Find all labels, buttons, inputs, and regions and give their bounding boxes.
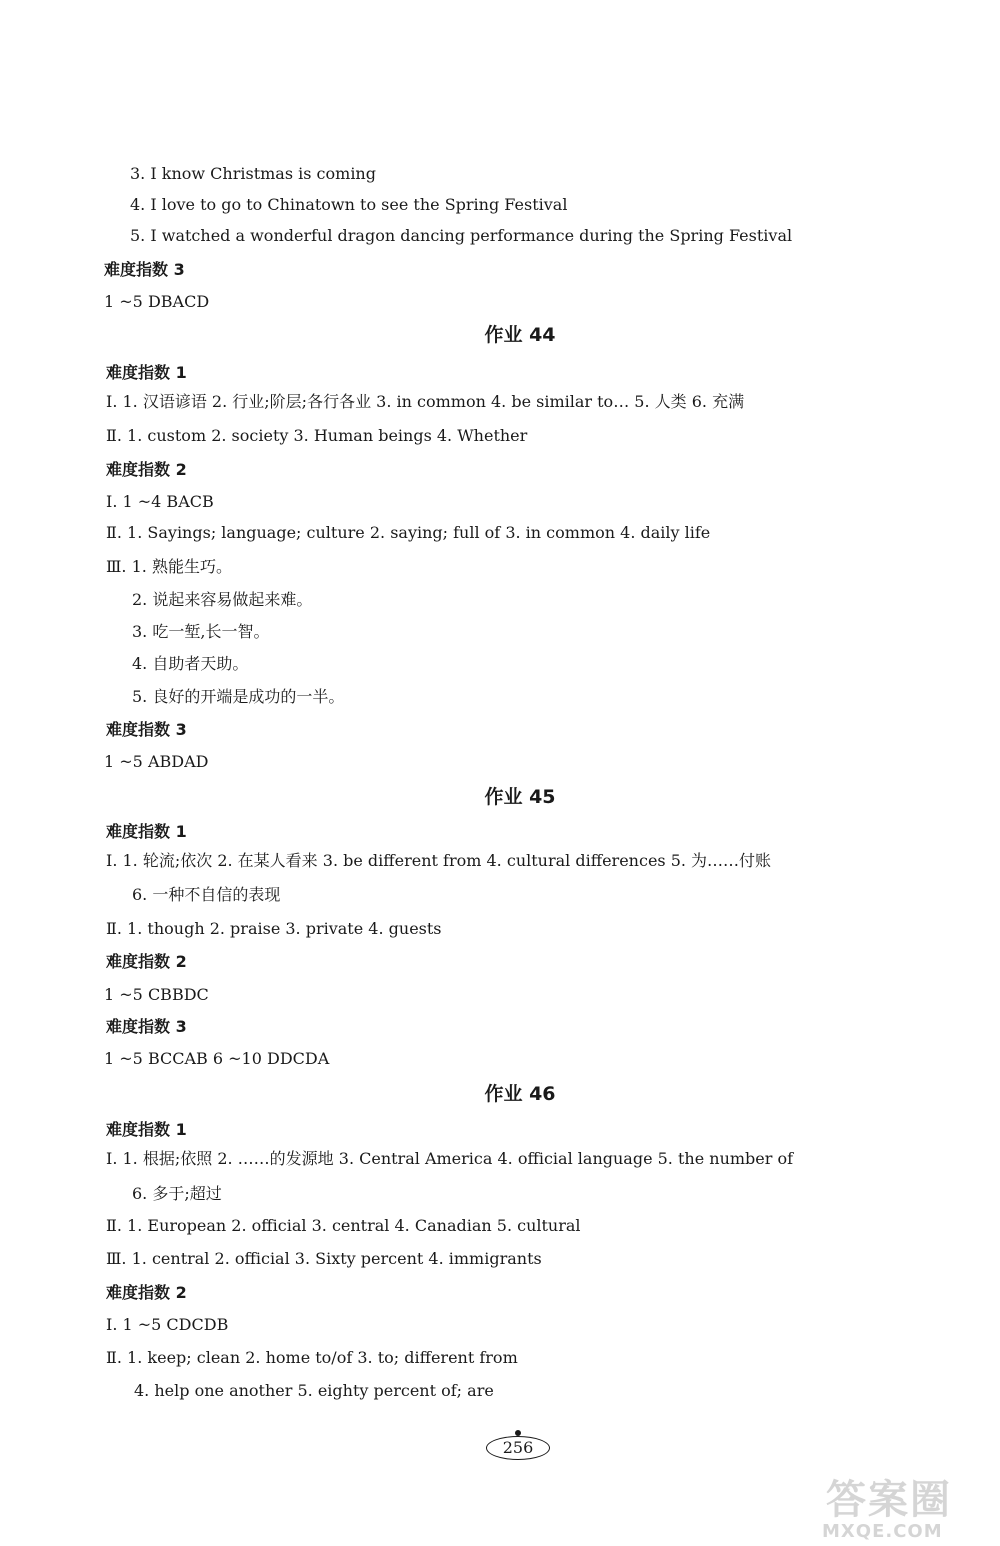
difficulty-heading: 难度指数 1: [106, 363, 187, 382]
answer-line: 5. I watched a wonderful dragon dancing performance during the Spring Festival: [130, 226, 793, 245]
answer-line: Ⅲ. 1. central 2. official 3. Sixty percent 4. immigrants: [106, 1249, 542, 1268]
watermark-site: MXQE.COM: [822, 1521, 943, 1542]
answer-line: 4. I love to go to Chinatown to see the Spring Festival: [130, 195, 568, 214]
section-title-44: 作业 44: [484, 324, 556, 346]
answer-line: Ⅰ. 1 ~4 BACB: [106, 492, 214, 511]
answer-line: 3. I know Christmas is coming: [130, 164, 376, 183]
answer-line: Ⅰ. 1. 汉语谚语 2. 行业;阶层;各行各业 3. in common 4. be similar to… 5. 人类 6. 充满: [106, 392, 745, 411]
answer-line: 4. help one another 5. eighty percent of; are: [134, 1381, 494, 1400]
answer-line: 2. 说起来容易做起来难。: [132, 590, 313, 609]
section-title-45: 作业 45: [484, 786, 556, 808]
answer-line: 1 ~5 DBACD: [104, 292, 210, 311]
answer-line: Ⅰ. 1. 轮流;依次 2. 在某人看来 3. be different from 4. cultural differences 5. 为……付账: [106, 851, 772, 870]
answer-line: 6. 多于;超过: [132, 1184, 222, 1203]
difficulty-heading: 难度指数 3: [106, 720, 187, 739]
section-title-46: 作业 46: [484, 1083, 556, 1105]
page-number: [484, 1430, 552, 1460]
answer-line: Ⅱ. 1. custom 2. society 3. Human beings 4. Whether: [106, 426, 528, 445]
answer-line: Ⅱ. 1. though 2. praise 3. private 4. guests: [106, 919, 442, 938]
difficulty-heading: 难度指数 2: [106, 952, 187, 971]
answer-line: Ⅰ. 1. 根据;依照 2. ……的发源地 3. Central America 4. official language 5. the number of: [106, 1149, 794, 1168]
difficulty-heading: 难度指数 2: [106, 460, 187, 479]
answer-line: 1 ~5 BCCAB 6 ~10 DDCDA: [104, 1049, 330, 1068]
answer-line: 3. 吃一堑,长一智。: [132, 622, 270, 641]
answer-line: 4. 自助者天助。: [132, 654, 249, 673]
difficulty-heading: 难度指数 2: [106, 1283, 187, 1302]
answer-line: 6. 一种不自信的表现: [132, 885, 281, 904]
page-number-text: 256: [486, 1436, 550, 1460]
answer-line: Ⅱ. 1. European 2. official 3. central 4. Canadian 5. cultural: [106, 1216, 581, 1235]
answer-line: Ⅲ. 1. 熟能生巧。: [106, 557, 232, 576]
answer-line: Ⅱ. 1. Sayings; language; culture 2. saying; full of 3. in common 4. daily life: [106, 523, 711, 542]
difficulty-heading: 难度指数 1: [106, 822, 187, 841]
answer-line: Ⅱ. 1. keep; clean 2. home to/of 3. to; different from: [106, 1348, 518, 1367]
answer-line: 1 ~5 CBBDC: [104, 985, 209, 1004]
watermark-logo: 答案圈: [826, 1477, 952, 1523]
difficulty-heading: 难度指数 3: [106, 1017, 187, 1036]
difficulty-heading: 难度指数 1: [106, 1120, 187, 1139]
answer-line: 5. 良好的开端是成功的一半。: [132, 687, 345, 706]
watermark: [820, 1478, 995, 1544]
answer-line: 1 ~5 ABDAD: [104, 752, 209, 771]
answer-line: Ⅰ. 1 ~5 CDCDB: [106, 1315, 229, 1334]
difficulty-heading: 难度指数 3: [104, 260, 185, 279]
